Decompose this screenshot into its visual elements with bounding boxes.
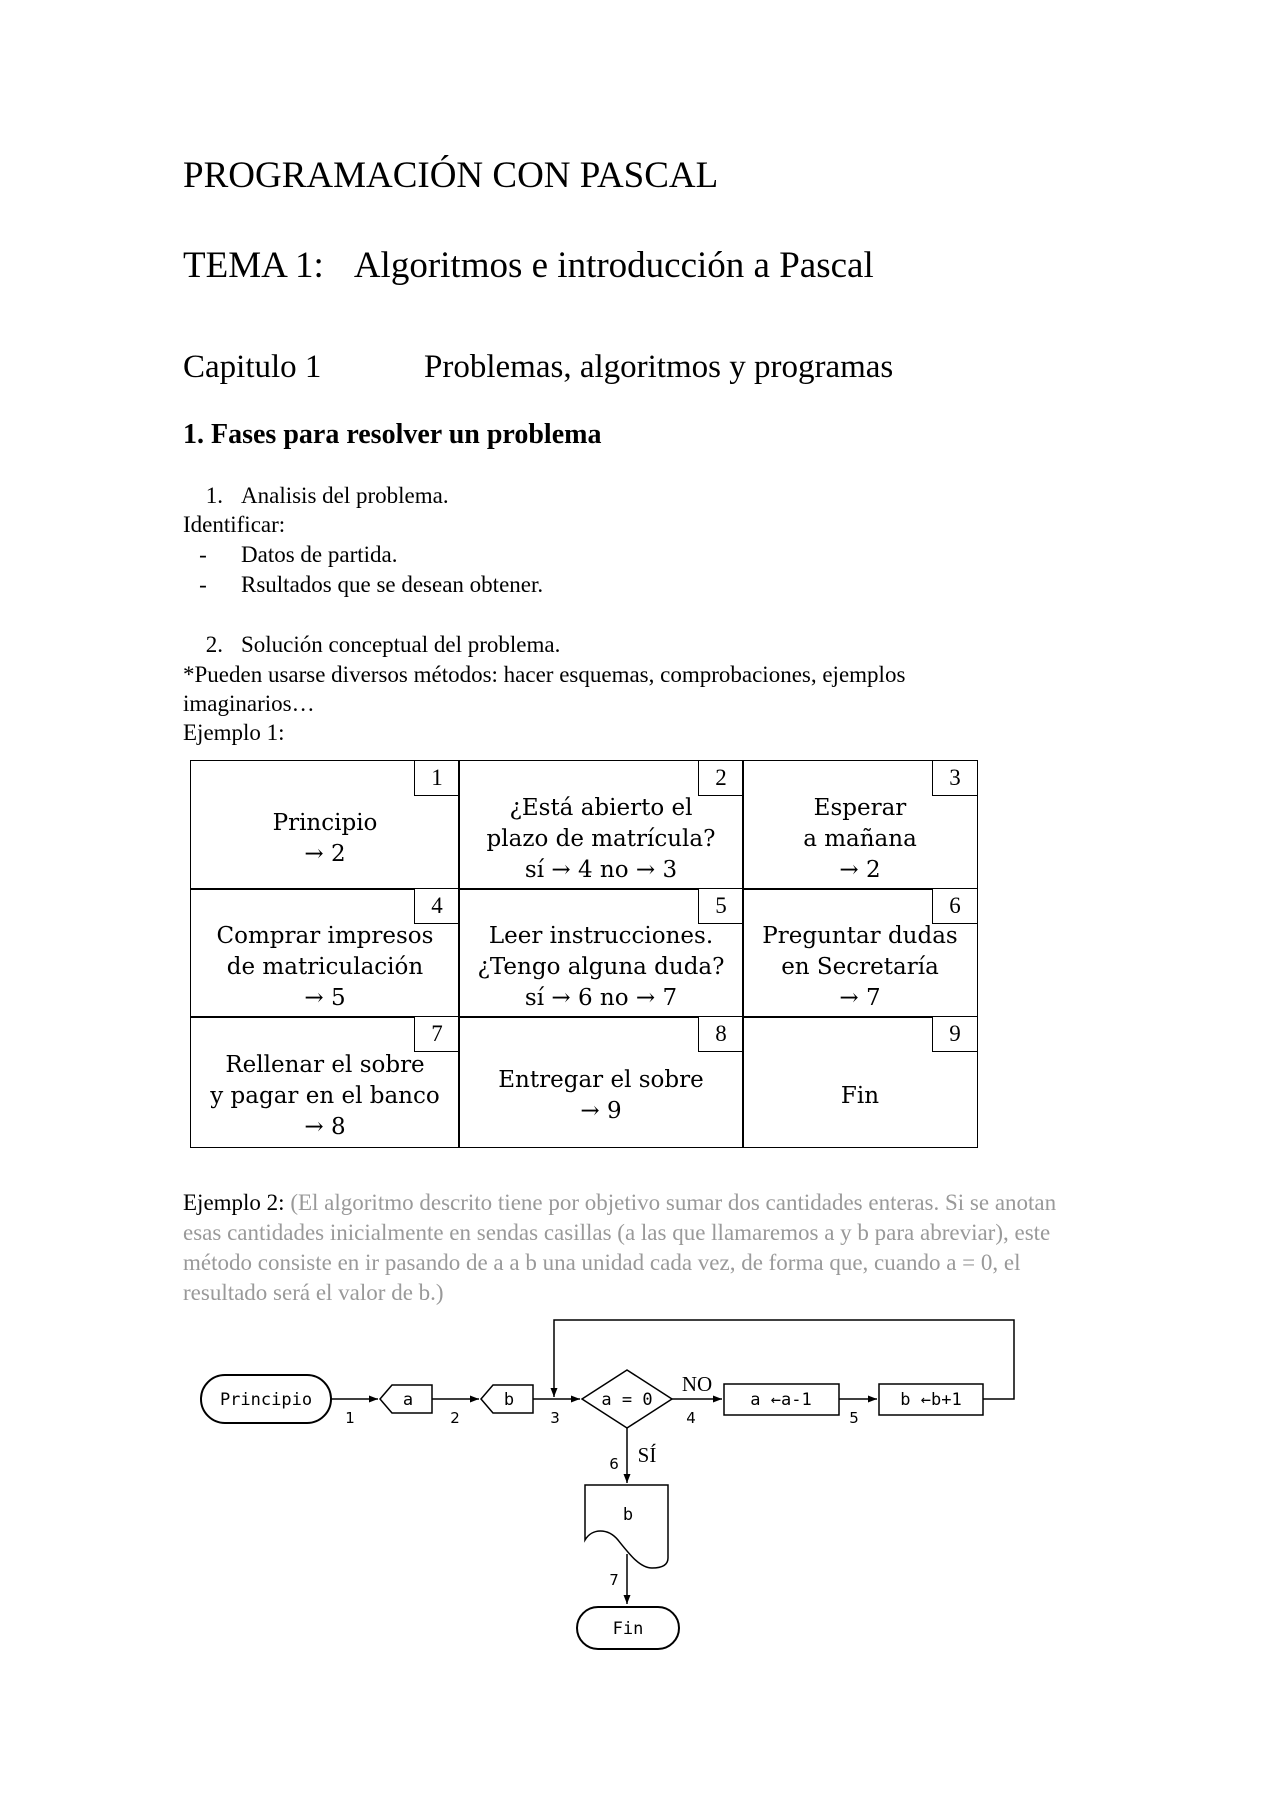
process-a-label: a ←a-1	[750, 1390, 812, 1410]
step-2-number: 2.	[205, 632, 223, 657]
step-1-text: Analisis del problema.	[241, 483, 449, 508]
section-heading: 1. Fases para resolver un problema	[183, 419, 602, 450]
cell-line: y pagar en el banco	[210, 1082, 440, 1109]
bullet-dash: -	[199, 542, 207, 567]
cell-number: 1	[414, 760, 460, 796]
cell-line: ¿Tengo alguna duda?	[477, 953, 725, 980]
cell-line: Preguntar dudas	[762, 922, 958, 949]
cell-line: → 5	[304, 984, 346, 1011]
cell-line: → 8	[304, 1113, 346, 1140]
yes-label: SÍ	[637, 1443, 657, 1467]
decision-label: a = 0	[601, 1390, 653, 1410]
cell-number: 2	[698, 760, 744, 796]
cell-line: → 7	[839, 984, 881, 1011]
no-label: NO	[681, 1372, 713, 1396]
end-label: Fin	[612, 1619, 644, 1639]
edge-label-7: 7	[609, 1571, 619, 1589]
edge-label-1: 1	[345, 1409, 355, 1427]
output-label: b	[622, 1505, 634, 1525]
process-b-label: b ←b+1	[900, 1390, 962, 1410]
cell-line: → 2	[839, 856, 881, 883]
start-label: Principio	[219, 1390, 313, 1410]
step-1-number: 1.	[205, 483, 223, 508]
cell-line: Comprar impresos	[216, 922, 434, 949]
cell-line: sí → 4 no → 3	[524, 856, 678, 883]
input-a-label: a	[402, 1390, 414, 1410]
cell-line: de matriculación	[226, 953, 424, 980]
edge-label-6: 6	[609, 1455, 619, 1473]
edge-label-5: 5	[849, 1409, 859, 1427]
step-2-text: Solución conceptual del problema.	[241, 632, 561, 657]
example-2-text: (El algoritmo descrito tiene por objetivo sumar dos cantidades enteras. Si se anotan esas cantidades inicialmente en sendas casillas (a las que llamaremos a y b para abreviar), este método consiste en ir pasando de a a b una unidad cada vez, de forma que, cuando a = 0, el resultado será el valor de b.)	[183, 1190, 1057, 1305]
note-line: imaginarios…	[183, 691, 315, 716]
cell-number: 9	[932, 1016, 978, 1052]
bullet-dash: -	[199, 572, 207, 597]
bullet-text: Rsultados que se desean obtener.	[241, 572, 544, 597]
cell-line: Fin	[840, 1082, 880, 1109]
example-1-label: Ejemplo 1:	[183, 720, 285, 745]
cell-line: Entregar el sobre	[498, 1067, 704, 1093]
tema-title: Algoritmos e introducción a Pascal	[353, 245, 874, 286]
cell-line: en Secretaría	[781, 953, 939, 980]
chapter-title: Problemas, algoritmos y programas	[424, 349, 894, 385]
cell-number: 4	[414, 888, 460, 924]
cell-line: Esperar	[813, 794, 907, 821]
bullet-text: Datos de partida.	[241, 542, 398, 567]
tema-label: TEMA 1:	[183, 245, 324, 286]
cell-number: 6	[932, 888, 978, 924]
course-title: PROGRAMACIÓN CON PASCAL	[183, 155, 719, 196]
input-b-label: b	[503, 1390, 515, 1410]
identify-label: Identificar:	[183, 512, 286, 537]
cell-line: Rellenar el sobre	[225, 1051, 425, 1078]
cell-line: → 2	[304, 841, 346, 867]
example-2-label: Ejemplo 2:	[183, 1190, 285, 1215]
cell-line: Principio	[272, 810, 378, 836]
cell-line: plazo de matrícula?	[486, 825, 716, 852]
cell-line: Leer instrucciones.	[488, 922, 714, 949]
chapter-label: Capitulo 1	[183, 349, 322, 385]
cell-line: sí → 6 no → 7	[524, 984, 678, 1011]
note-line: *Pueden usarse diversos métodos: hacer esquemas, comprobaciones, ejemplos	[183, 662, 906, 687]
edge-label-3: 3	[550, 1409, 560, 1427]
cell-number: 3	[932, 760, 978, 796]
edge-label-2: 2	[450, 1409, 460, 1427]
cell-line: → 9	[580, 1098, 622, 1124]
cell-number: 8	[698, 1016, 744, 1052]
edge-label-4: 4	[686, 1409, 696, 1427]
cell-number: 5	[698, 888, 744, 924]
cell-line: ¿Está abierto el	[509, 794, 693, 821]
cell-line: a mañana	[803, 825, 917, 852]
cell-number: 7	[414, 1016, 460, 1052]
